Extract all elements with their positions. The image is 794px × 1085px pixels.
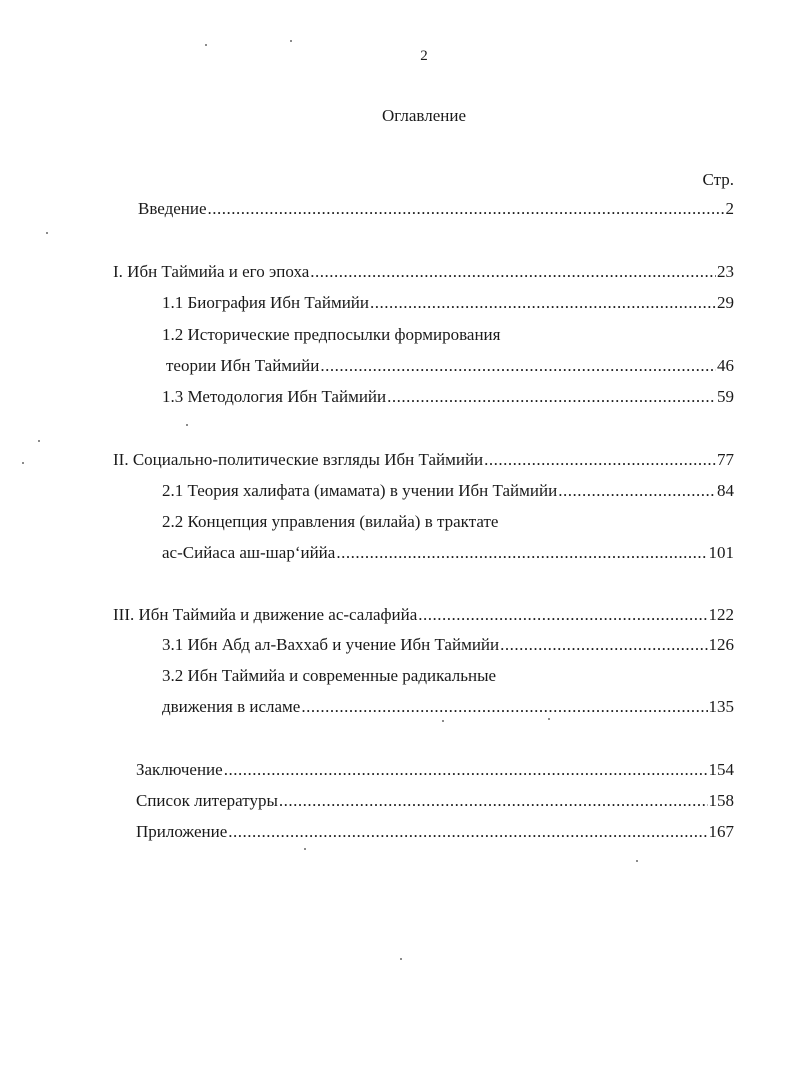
toc-entry-page: 29 [717,293,734,312]
leader-dots [387,386,716,408]
toc-entry-page: 77 [717,450,734,469]
scan-speck [22,462,24,464]
scan-speck [38,440,40,442]
toc-entry-section-3-1[interactable] [162,634,734,656]
toc-entry-title: 1.3 Методология Ибн Таймийи [162,387,387,406]
leader-dots [224,759,708,781]
leader-dots [310,261,716,283]
scan-speck [400,958,402,960]
leader-dots [484,449,716,471]
toc-entry-page: 126 [708,635,734,654]
leader-dots [279,790,708,812]
toc-entry-page: 101 [708,543,734,562]
toc-entry-title: 1.1 Биография Ибн Таймийи [162,293,369,312]
toc-entry-page: 158 [708,791,734,810]
toc-title: Оглавление [382,106,466,125]
scan-speck [46,232,48,234]
toc-entry-title: III. Ибн Таймийа и движение ас-салафийа [113,605,418,624]
leader-dots [370,292,716,314]
leader-dots [320,355,716,377]
toc-entry-chapter-3[interactable] [113,604,734,626]
toc-entry-title: I. Ибн Таймийа и его эпоха [113,262,310,281]
leader-dots [418,604,707,626]
toc-entry-section-3-2-line1[interactable]: 3.2 Ибн Таймийа и современные радикальные [162,666,497,685]
leader-dots [500,634,707,656]
toc-entry-title: Список литературы [136,791,278,810]
toc-entry-section-2-2-line1[interactable]: 2.2 Концепция управления (вилайа) в трактате [162,512,499,531]
toc-entry-chapter-1[interactable] [113,261,734,283]
toc-entry-section-3-2[interactable] [162,696,734,718]
scan-speck [442,720,444,722]
toc-entry-introduction[interactable] [138,198,734,220]
page-number: 2 [420,48,428,64]
toc-entry-section-2-2[interactable] [162,542,734,564]
toc-entry-page: 154 [708,760,734,779]
toc-entry-section-1-3[interactable] [162,386,734,408]
toc-entry-page: 46 [717,356,734,375]
toc-entry-page: 122 [708,605,734,624]
toc-entry-title: II. Социально-политические взгляды Ибн Таймийи [113,450,484,469]
toc-entry-title: движения в исламе [162,697,301,716]
scan-speck [304,848,306,850]
toc-entry-title: ас-Сийаса аш-шар‘иййа [162,543,336,562]
toc-entry-section-1-1[interactable] [162,292,734,314]
toc-entry-section-2-1[interactable] [162,480,734,502]
toc-entry-title: Введение [138,199,207,218]
toc-entry-section-1-2-line1[interactable]: 1.2 Исторические предпосылки формирования [162,325,501,344]
toc-entry-title: Приложение [136,822,228,841]
toc-entry-appendix[interactable] [136,821,734,843]
toc-entry-chapter-2[interactable] [113,449,734,471]
toc-entry-page: 23 [717,262,734,281]
leader-dots [301,696,707,718]
toc-entry-page: 135 [708,697,734,716]
leader-dots [208,198,725,220]
toc-entry-bibliography[interactable] [136,790,734,812]
scan-speck [548,718,550,720]
scan-speck [290,40,292,42]
toc-entry-title: 3.1 Ибн Абд ал-Ваххаб и учение Ибн Таймийи [162,635,500,654]
toc-entry-title: 2.1 Теория халифата (имамата) в учении Ибн Таймийи [162,481,558,500]
toc-entry-section-1-2[interactable] [166,355,734,377]
toc-entry-page: 2 [725,199,734,218]
leader-dots [228,821,707,843]
page-column-label: Стр. [702,170,734,189]
scan-speck [636,860,638,862]
leader-dots [336,542,707,564]
leader-dots [558,480,716,502]
toc-entry-page: 167 [708,822,734,841]
toc-entry-title: теории Ибн Таймийи [166,356,320,375]
toc-entry-conclusion[interactable] [136,759,734,781]
scan-speck [186,424,188,426]
toc-entry-title: Заключение [136,760,223,779]
toc-entry-page: 59 [717,387,734,406]
toc-entry-page: 84 [717,481,734,500]
scan-speck [205,44,207,46]
